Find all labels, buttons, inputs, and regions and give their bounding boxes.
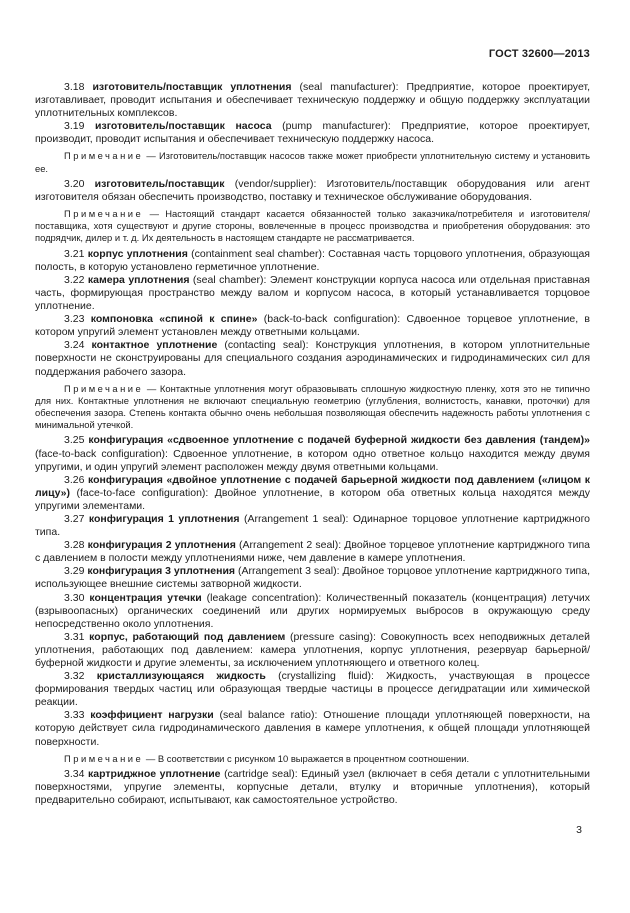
term-paragraph: 3.25 конфигурация «сдвоенное уплотнение с подачей буферной жидкости без давления (тандем)» (face-to-back configuration): Сдвоенное уплотнение, в котором одно ответное кольцо находится между двумя упругими, и один упругий элемент расположен между двумя ответными кольцами. xyxy=(35,434,590,473)
term-paragraph: 3.18 изготовитель/поставщик уплотнения (seal manufacturer): Предприятие, которое проектирует, изготавливает, проводит испытания и обеспечивает техническую поддержку и общую поддержку эксплуатации уплотнительных комплексов. xyxy=(35,81,590,120)
term-title: конфигурация 3 уплотнения xyxy=(87,565,236,578)
term-title: корпус, работающий под давлением xyxy=(89,630,286,643)
term-title: кристаллизующаяся жидкость xyxy=(96,670,266,683)
note-paragraph: Примечание — Настоящий стандарт касается обязанностей только заказчика/потребителя и изготовителя/поставщика, хотя существуют и другие стороны, вовлеченные в процесс производства и приобретения оборудования: это подрядчик, дилер и т. д. Их деятельность в настоящем стандарте не рассматривается. xyxy=(35,208,590,244)
term-title: камера уплотнения xyxy=(87,273,190,286)
term-title: контактное уплотнение xyxy=(91,339,218,352)
term-title: изготовитель/поставщик xyxy=(94,177,225,190)
note-paragraph: Примечание — Контактные уплотнения могут образовывать сплошную жидкостную пленку, хотя это не типично для них. Контактные уплотнения не включают специальную геометрию (углубления, волнистость, канавки, проточки) для обеспечения зазора. Степень контакта обычно очень небольшая позволяющая обеспечить надежность работы уплотнения с минимальной утечкой. xyxy=(35,382,590,431)
document-header xyxy=(35,48,590,60)
term-paragraph: 3.33 коэффициент нагрузки (seal balance ratio): Отношение площади уплотняющей поверхности, на которую действует сила гидродинамического давления в камере уплотнения, к общей площади уплотняющей поверхности. xyxy=(35,709,591,748)
document-body xyxy=(35,81,590,807)
term-paragraph: 3.21 корпус уплотнения (containment seal chamber): Составная часть торцового уплотнения, образующая полость, в которую установлено герметичное уплотнение. xyxy=(35,247,590,273)
term-title: конфигурация 2 уплотнения xyxy=(87,539,236,552)
term-paragraph: 3.19 изготовитель/поставщик насоса (pump manufacturer): Предприятие, которое проектирует, производит, проводит испытания и обеспечивает техническую поддержку насоса. xyxy=(35,120,590,146)
term-paragraph: 3.30 концентрация утечки (leakage concentration): Количественный показатель (концентрация) летучих (взрывоопасных) органических соединений или других нормируемых выбросов в окружающую среду непосредственно около уплотнения. xyxy=(35,591,591,630)
term-paragraph: 3.31 корпус, работающий под давлением (pressure casing): Совокупность всех неподвижных деталей уплотнения, работающих под давлением: камера уплотнения, корпус уплотнения, резервуар барьерной/буферной жидкости и другие элементы, за исключением уплотняющего и ответного колец. xyxy=(35,630,591,670)
term-paragraph: 3.32 кристаллизующаяся жидкость (crystallizing fluid): Жидкость, участвующая в процессе формирования твердых частиц или образующая твердые частицы в процессе дегидратации или химической реакции. xyxy=(35,670,590,709)
term-title: картриджное уплотнение xyxy=(88,767,221,780)
term-paragraph: 3.22 камера уплотнения (seal chamber): Элемент конструкции корпуса насоса или отдельная приставная часть, формирующая пространство между валом и корпусом насоса, в который устанавливается торцовое уплотнение. xyxy=(35,273,590,313)
page-footer xyxy=(35,824,582,836)
note-label: Примечание xyxy=(64,752,144,764)
term-paragraph: 3.20 изготовитель/поставщик (vendor/supplier): Изготовитель/поставщик оборудования или агент изготовителя обязан обеспечить производство, поставку и техническое обслуживание оборудования. xyxy=(35,177,591,203)
term-title: конфигурация 1 уплотнения xyxy=(88,512,240,525)
term-paragraph: 3.27 конфигурация 1 уплотнения (Arrangement 1 seal): Одинарное торцовое уплотнение картриджного типа. xyxy=(35,512,591,539)
term-paragraph: 3.23 компоновка «спиной к спине» (back-to-back configuration): Сдвоенное торцевое уплотнение, в котором упругий элемент установлен между ответными кольцами. xyxy=(35,313,590,339)
term-title: концентрация утечки xyxy=(89,591,202,604)
term-title: изготовитель/поставщик уплотнения xyxy=(92,81,292,93)
term-paragraph: 3.28 конфигурация 2 уплотнения (Arrangement 2 seal): Двойное торцевое уплотнение картриджного типа с давлением в полости между уплотнениями ниже, чем давление в камере уплотнения. xyxy=(35,539,590,565)
term-title: конфигурация «сдвоенное уплотнение с подачей буферной жидкости без давления (тандем)» xyxy=(88,434,590,447)
note-label: Примечание xyxy=(64,382,144,394)
page-number: 3 xyxy=(576,824,582,836)
term-paragraph: 3.29 конфигурация 3 уплотнения (Arrangement 3 seal): Двойное торцовое уплотнение картриджного типа, использующее внешние системы затворной жидкости. xyxy=(35,565,590,591)
note-paragraph: Примечание — Изготовитель/поставщик насосов также может приобрести уплотнительную систему и установить ее. xyxy=(35,150,590,174)
note-label: Примечание xyxy=(64,150,144,162)
term-title: компоновка «спиной к спине» xyxy=(90,313,258,326)
term-paragraph: 3.26 конфигурация «двойное уплотнение с подачей барьерной жидкости под давлением («лицом к лицу») (face-to-face configuration): Двойное уплотнение, в котором оба ответных кольца находятся между упругими элементами. xyxy=(35,473,590,512)
term-title: изготовитель/поставщик насоса xyxy=(95,120,272,133)
term-title: коэффициент нагрузки xyxy=(90,709,214,722)
doc-number: ГОСТ 32600—2013 xyxy=(488,48,590,60)
note-label: Примечание xyxy=(64,208,144,220)
term-paragraph: 3.34 картриджное уплотнение (cartridge seal): Единый узел (включает в себя детали с уплотнительными поверхностями, упругие элементы, корпусные детали, втулку и вторичные уплотнения), который предварительно собирают, испытывают, как самостоятельное устройство. xyxy=(35,767,590,807)
note-paragraph: Примечание — В соответствии с рисунком 10 выражается в процентном соотношении. xyxy=(64,752,470,764)
term-paragraph: 3.24 контактное уплотнение (contacting seal): Конструкция уплотнения, в котором уплотнительные поверхности не сконструированы для специального создания аэродинамических и гидродинамических сил для поддержания рабочего зазора. xyxy=(35,339,590,378)
term-title: конфигурация «двойное уплотнение с подачей барьерной жидкости под давлением («лицом к лицу») xyxy=(35,473,590,499)
term-title: корпус уплотнения xyxy=(87,247,188,260)
